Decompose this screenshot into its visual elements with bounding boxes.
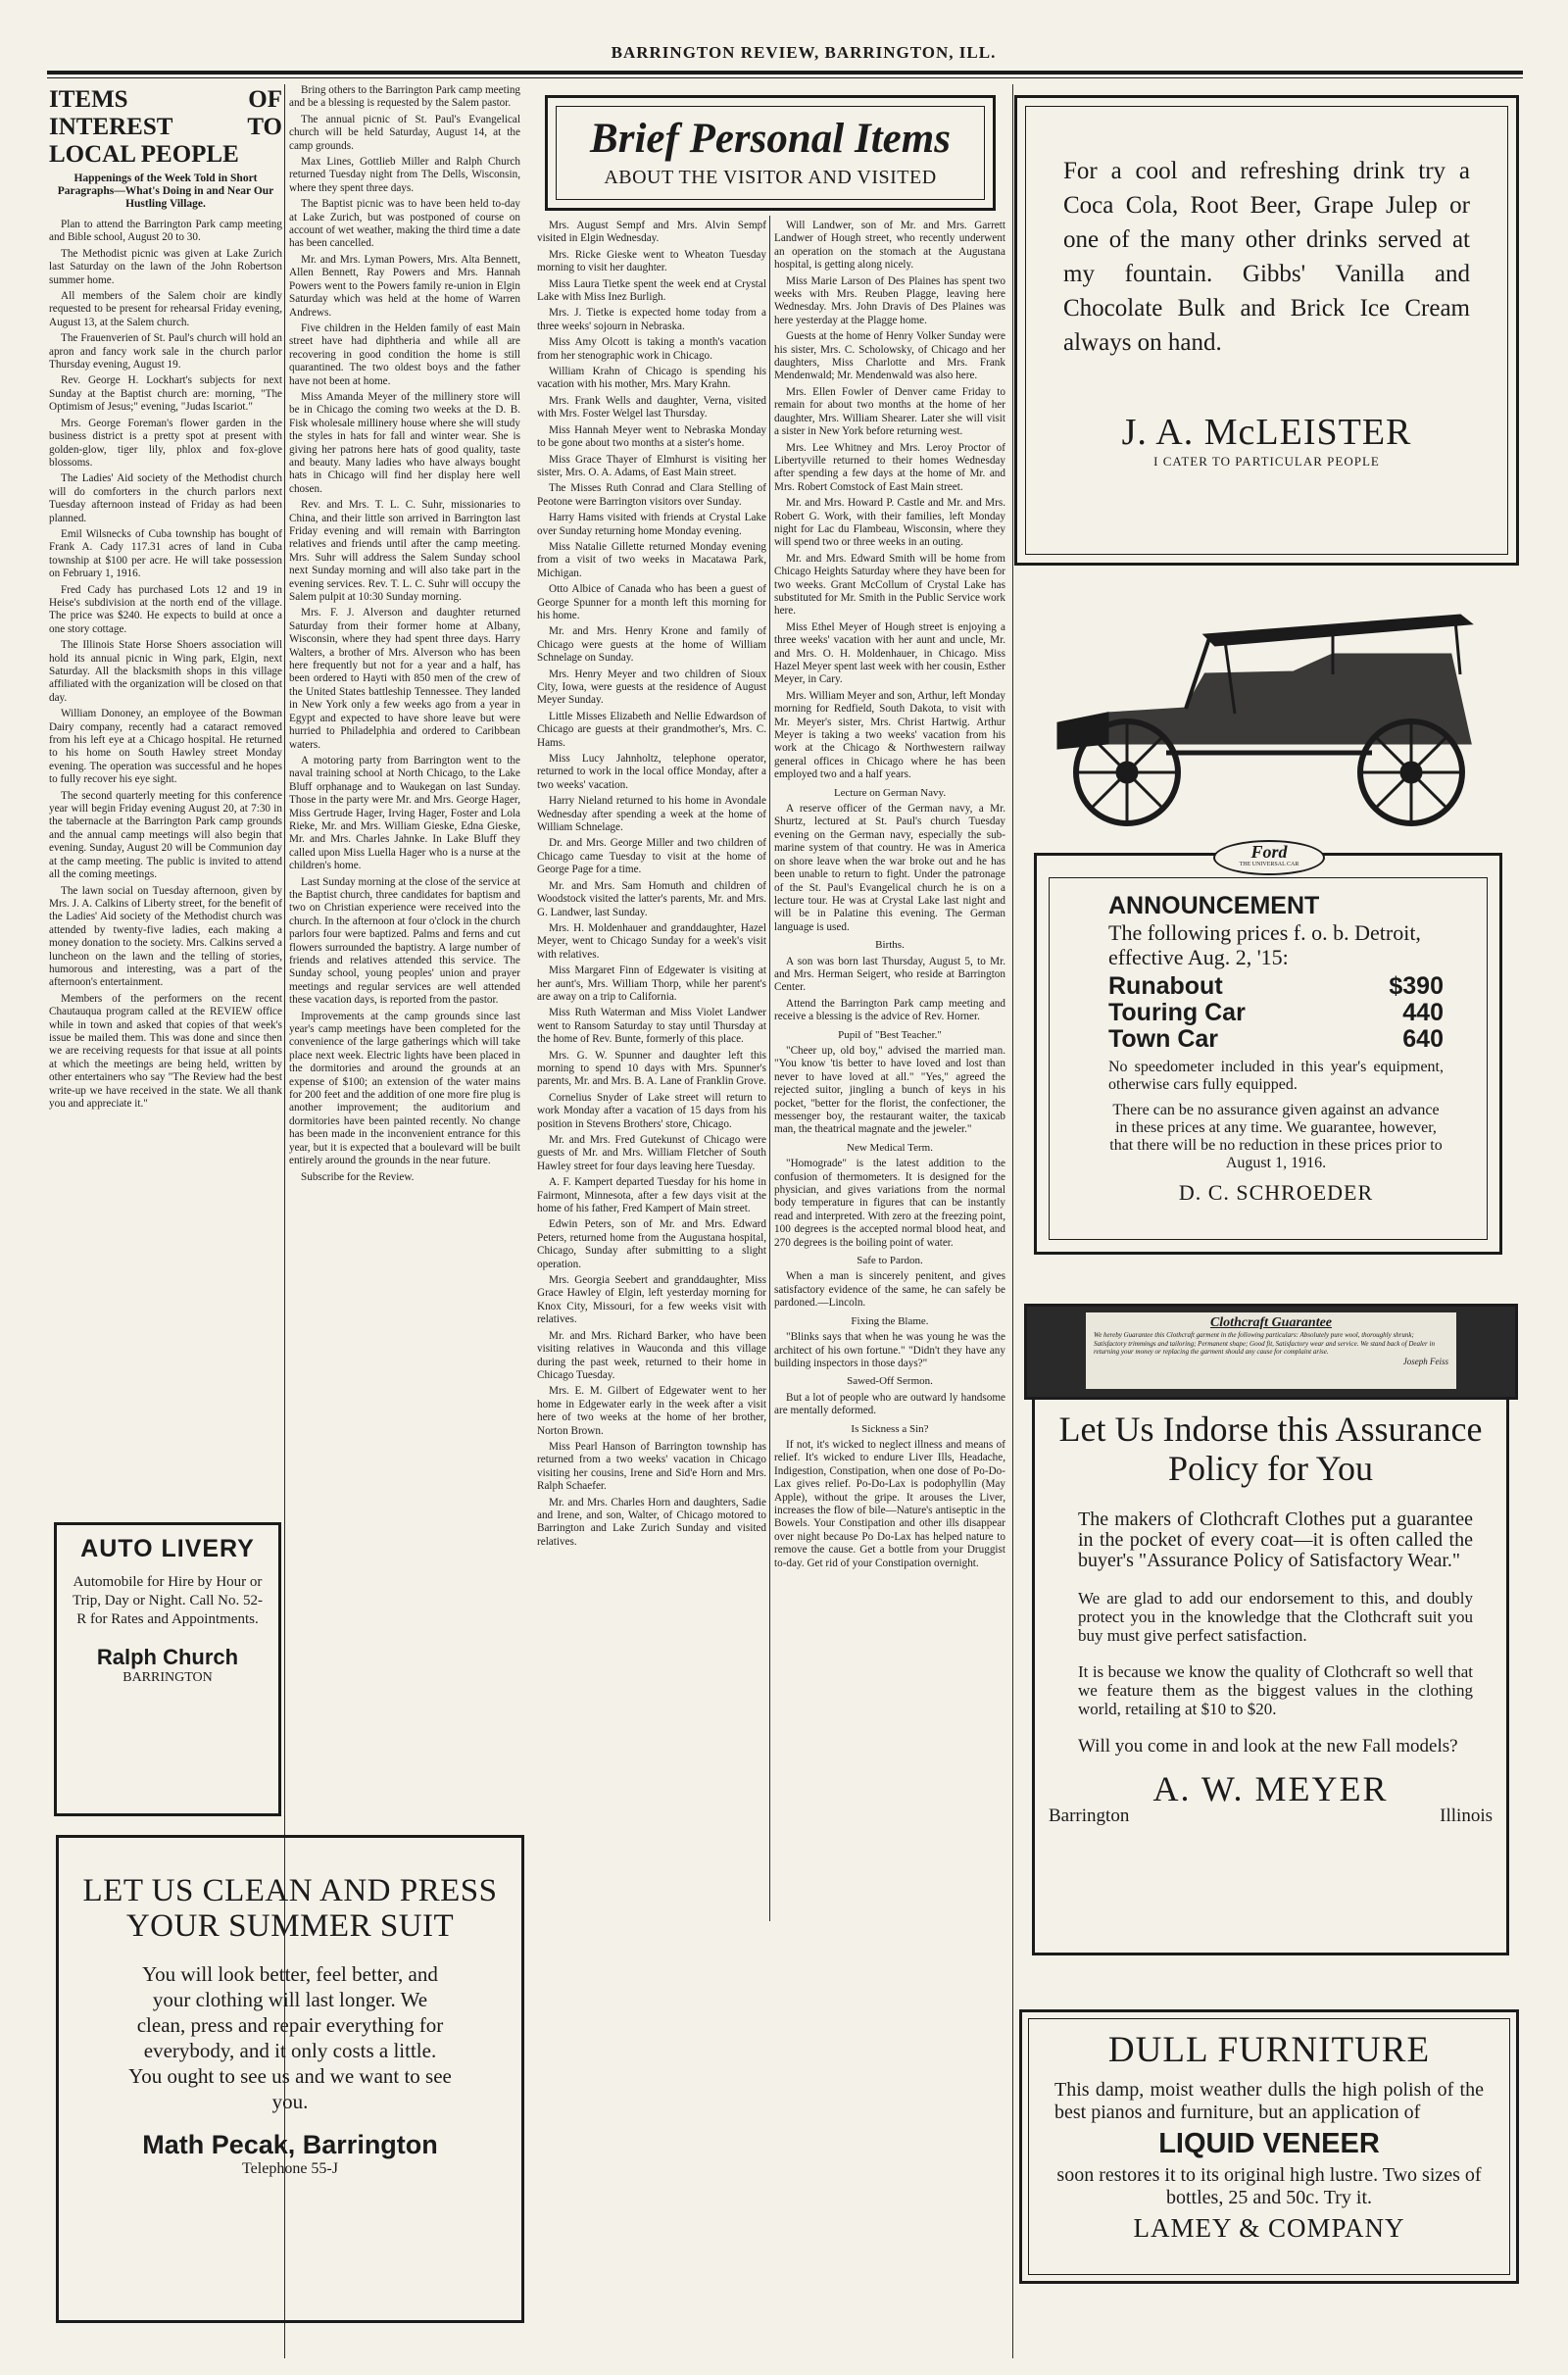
clothcraft-signature: Joseph Feiss bbox=[1402, 1356, 1448, 1366]
ford-announcement-ad bbox=[1034, 842, 1502, 1255]
news-item: Plan to attend the Barrington Park camp meeting and Bible school, August 20 to 30. bbox=[49, 219, 282, 244]
news-item: Five children in the Helden family of east Main street have had diphtheria and while all are recovering in good condition the home is still quarantined. The two oldest boys and the father have not been at home. bbox=[289, 322, 520, 387]
clothcraft-state: Illinois bbox=[1440, 1806, 1493, 1826]
masthead-rule bbox=[47, 71, 1523, 74]
clothcraft-guarantee-banner bbox=[1024, 1304, 1518, 1400]
local-items-list bbox=[49, 219, 282, 1111]
ford-title: ANNOUNCEMENT bbox=[1108, 892, 1320, 919]
clothcraft-p3: It is because we know the quality of Clothcraft so well that we feature them as the biggest values in the clothing world, retailing at $10 to $20. bbox=[1078, 1662, 1473, 1718]
local-items-subheading: Happenings of the Week Told in Short Paragraphs—What's Doing in and Near Our Hustling Village. bbox=[57, 173, 274, 210]
camp-text: Attend the Barrington Park camp meeting and receive a blessing is the advice of Rev. Horner. bbox=[774, 997, 1005, 1023]
ford-logo-sub: THE UNIVERSAL CAR bbox=[1239, 862, 1299, 867]
brief-items-subtitle: ABOUT THE VISITOR AND VISITED bbox=[604, 167, 937, 188]
ford-model-name: Touring Car bbox=[1108, 999, 1246, 1026]
news-item: The second quarterly meeting for this conference year will begin Friday evening August 20, at 7:30 in the tabernacle at the Barrington Park camp grounds and the annual camp meetings will also begin that evening. Sunday, August 20 will be Communion day at the camp meeting. The public is invited to attend all the coming meetings. bbox=[49, 789, 282, 881]
mcleister-tagline: I CATER TO PARTICULAR PEOPLE bbox=[1153, 454, 1380, 469]
furniture-body-two: soon restores it to its original high lustre. Two sizes of bottles, 25 and 50c. Try it. bbox=[1056, 2164, 1482, 2208]
ford-model-price: $390 bbox=[1389, 972, 1444, 1000]
news-item: Rev. George H. Lockhart's subjects for next Sunday at the Baptist church are: morning, "The Optimism of Jesus;" evening, "Judas Iscariot." bbox=[49, 374, 282, 414]
clean-press-body: You will look better, feel better, and your clothing will last longer. We clean, press and repair everything for everybody, and it only costs a little. You ought to see us and we want to see you. bbox=[128, 1962, 452, 2113]
ford-note-assurance: There can be no assurance given against an advance in these prices at any time. We guarantee, however, that there will be no reduction in these prices prior to August 1, 1916. bbox=[1109, 1102, 1443, 1171]
auto-livery-town: BARRINGTON bbox=[122, 1670, 213, 1685]
personal-items-column bbox=[537, 220, 766, 2356]
news-item: Max Lines, Gottlieb Miller and Ralph Church returned Tuesday night from The Dells, Wisconsin, where they spent three days. bbox=[289, 156, 520, 194]
news-item: The Ladies' Aid society of the Methodist church will do comforters in the church parlors next Tuesday afternoon instead of Friday as had been planned. bbox=[49, 472, 282, 524]
news-item: Harry Nieland returned to his home in Avondale Wednesday after spending a week at the home of William Schnelage. bbox=[537, 795, 766, 834]
personal-items-list-two bbox=[774, 220, 1005, 782]
pupil-text: "Cheer up, old boy," advised the married man. "You know 'tis better to have loved and lost than never to have loved at all." "Yes," agreed the rejected suitor, jingling a bunch of keys in his pocket, "better for the florist, the confectioner, the messenger boy, the restaurant waiter, the taxicab man, the theatrical magnate and the jeweler." bbox=[774, 1044, 1005, 1136]
furniture-dealer: LAMEY & COMPANY bbox=[1133, 2213, 1405, 2243]
local-items-heading: ITEMS OF INTEREST TO LOCAL PEOPLE bbox=[49, 86, 282, 168]
news-item: Miss Pearl Hanson of Barrington township has returned from a two weeks' vacation in Chicago visiting her cousins, Irene and Sid'e Horn and Mrs. Ralph Schaefer. bbox=[537, 1440, 766, 1493]
local-items-column bbox=[49, 86, 282, 1509]
auto-livery-body: Automobile for Hire by Hour or Trip, Day or Night. Call No. 52-R for Rates and Appointments. bbox=[72, 1574, 264, 1627]
ford-inner-frame bbox=[1049, 877, 1488, 1240]
ford-price-row bbox=[1108, 1000, 1444, 1026]
clothcraft-title: Let Us Indorse this Assurance Policy for You bbox=[1058, 1410, 1483, 1488]
news-item: The Illinois State Horse Shoers association will hold its annual picnic in Wing park, Elgin, next Saturday. All the blacksmith shops in this village affiliated with the organization will be closed on that day. bbox=[49, 639, 282, 704]
blame-heading: Fixing the Blame. bbox=[851, 1314, 929, 1327]
news-item: Mr. and Mrs. Henry Krone and family of Chicago were guests at the home of William Schnelage on Sunday. bbox=[537, 625, 766, 665]
ford-intro: The following prices f. o. b. Detroit, effective Aug. 2, '15: bbox=[1108, 920, 1421, 969]
ford-touring-car-illustration bbox=[1039, 576, 1499, 841]
news-item: Mr. and Mrs. Charles Horn and daughters, Sadie and Irene, and son, Walter, of Chicago motored to Barrington and Lake Zurich Sunday and visited relatives. bbox=[537, 1496, 766, 1548]
news-item: Mrs. F. J. Alverson and daughter returned Saturday from their former home at Albany, Wisconsin, where they had spent three days. Harry Walters, a brother of Mrs. Alverson who has been here frequently but not for a year and a half, has been ordered to Hayti with 850 men of the crew of the United States battleship Tennessee. They landed in New York only a few weeks ago from a year in Egypt and expected to have shore leave but were hurried to Philadelphia and ordered to Caribbean waters. bbox=[289, 607, 520, 751]
medical-term-heading: New Medical Term. bbox=[847, 1141, 933, 1154]
news-item: Otto Albice of Canada who has been a guest of George Spunner for a month left this morning for his home. bbox=[537, 583, 766, 621]
clothcraft-p4: Will you come in and look at the new Fall models? bbox=[1078, 1736, 1458, 1757]
brief-items-title: Brief Personal Items bbox=[590, 116, 951, 162]
car-body bbox=[1058, 616, 1470, 748]
medical-term-text: "Homograde" is the latest addition to the confusion of thermometers. It is designed for the physician, and gives variations from the normal body temperature in figures that can be instantly read and interpreted. With zero at the freezing point, 100 degrees is the accepted normal blood heat, and 270 degrees is the boiling point of water. bbox=[774, 1158, 1005, 1249]
ford-price-row bbox=[1108, 973, 1444, 1000]
news-item: Mr. and Mrs. Lyman Powers, Mrs. Alta Bennett, Allen Bennett, Ray Powers and Mrs. Hannah Powers went to the Powers family re-union in Elgin Saturday which was held at the home of Warren Andrews. bbox=[289, 253, 520, 319]
column-divider bbox=[1012, 84, 1013, 2358]
news-item: Miss Amy Olcott is taking a month's vacation from her stenographic work in Chicago. bbox=[537, 336, 766, 362]
furniture-inner-frame bbox=[1028, 2018, 1510, 2275]
news-item: A motoring party from Barrington went to the naval training school at North Chicago, to the Lake Bluff orphanage and to Waukegan on last Sunday. Those in the party were Mr. and Mrs. George Hager, Miss Gertrude Hager, Irving Hager, Foster and Lola Rieke, Mr. and Mrs. William Gieske, Edna Gieske, Mr. and Mrs. Charles Jahnke. In Lake Bluff they called upon Miss Luella Hager who is a nurse at the children's home. bbox=[289, 754, 520, 872]
mcleister-body: For a cool and refreshing drink try a Coca Cola, Root Beer, Grape Julep or one of the many other drinks served at my fountain. Gibbs' Vanilla and Chocolate Bulk and Brick Ice Cream always on hand. bbox=[1063, 158, 1470, 356]
births-text: A son was born last Thursday, August 5, to Mr. and Mrs. Herman Seigert, who reside at Barrington Center. bbox=[774, 955, 1005, 994]
clean-press-phone: Telephone 55-J bbox=[242, 2160, 338, 2177]
clothcraft-guarantee-title: Clothcraft Guarantee bbox=[1209, 1315, 1333, 1330]
news-item: Will Landwer, son of Mr. and Mrs. Garrett Landwer of Hough street, who recently underwent an operation on the stomach at the Augustana hospital, is getting along nicely. bbox=[774, 220, 1005, 272]
news-item: The lawn social on Tuesday afternoon, given by Mrs. J. A. Calkins of Liberty street, for the benefit of the Ladies' Aid society of the Methodist church was attended by twenty-five ladies, each making a money donation to the society. Mrs. Calkins served a luncheon on the lawn and the telling of stories, humorous and interesting, was a part of the afternoon's entertainment. bbox=[49, 884, 282, 989]
news-item: Miss Marie Larson of Des Plaines has spent two weeks with Mrs. Reuben Plagge, leaving here Wednesday. Mrs. John Dravis of Des Plaines was here yesterday at the Plagge home. bbox=[774, 274, 1005, 326]
clothcraft-guarantee-card bbox=[1086, 1312, 1456, 1389]
sickness-text: If not, it's wicked to neglect illness and means of relief. It's wicked to endure Liver Ills, Headache, Indigestion, Constipation, when one dose of Po-Do-Lax gives relief. Po-Do-Lax is podophyllin (May Apple), without the gripe. It arouses the Liver, increases the flow of bile—Nature's antiseptic in the Bowels. Your Constipation and other ills disappear over night because Po Do-Lax has helped nature to remove the cause. Get a bottle from your Druggist to-day. Get rid of your Constipation overnight. bbox=[774, 1438, 1005, 1569]
clean-press-ad bbox=[56, 1835, 524, 2323]
news-item: Mrs. E. M. Gilbert of Edgewater went to her home in Edgewater early in the week after a visit here of two weeks at the home of her brother, Norton Brown. bbox=[537, 1385, 766, 1437]
brief-items-header bbox=[545, 95, 996, 211]
news-item: Miss Lucy Jahnholtz, telephone operator, returned to work in the local office Monday, after a two weeks' vacation. bbox=[537, 753, 766, 791]
news-item: Mrs. Ellen Fowler of Denver came Friday to remain for about two months at the home of her daughter, Mrs. William Shearer. Later she will visit a sister in New York before returning west. bbox=[774, 385, 1005, 438]
news-item: Fred Cady has purchased Lots 12 and 19 in Heise's subdivision at the north end of the village. The price was $240. He expects to build at once a one story cottage. bbox=[49, 583, 282, 635]
news-item: Mrs. Frank Wells and daughter, Verna, visited with Mrs. Foster Welgel last Thursday. bbox=[537, 394, 766, 421]
column-two bbox=[289, 84, 520, 1819]
news-item: Last Sunday morning at the close of the service at the Baptist church, three candidates for baptism and two on Christian experience were received into the church. In the afternoon at four o'clock in the church parlors four were baptized. Palms and ferns and cut flowers surrounded the baptistry. A large number of friends and relatives attended this service. The Sunday school, young peoples' union and prayer meetings and regular services are well attended these vacation days, is reported from the pastor. bbox=[289, 875, 520, 1007]
news-item: Miss Grace Thayer of Elmhurst is visiting her sister, Mrs. O. A. Adams, of East Main street. bbox=[537, 453, 766, 478]
clothcraft-town: Barrington bbox=[1049, 1806, 1130, 1826]
births-heading: Births. bbox=[875, 939, 905, 952]
pupil-heading: Pupil of "Best Teacher." bbox=[838, 1028, 942, 1041]
pardon-heading: Safe to Pardon. bbox=[857, 1255, 923, 1267]
news-item: Mr. and Mrs. Richard Barker, who have been visiting relatives in Wauconda and this village during the past week, returned to their home in Chicago Tuesday. bbox=[537, 1329, 766, 1381]
ford-model-name: Town Car bbox=[1108, 1025, 1219, 1053]
news-item: Little Misses Elizabeth and Nellie Edwardson of Chicago are guests at their grandmother's, Mrs. C. Hams. bbox=[537, 710, 766, 749]
rear-wheel bbox=[1360, 721, 1462, 823]
furniture-title: DULL FURNITURE bbox=[1107, 2030, 1431, 2070]
news-item: Guests at the home of Henry Volker Sunday were his sister, Mrs. C. Scholowsky, of Chicago and her daughters, Miss Charlotte and Mrs. Frank Mendenwald; Mr. Mendenwald was also here. bbox=[774, 330, 1005, 382]
news-item: Mrs. J. Tietke is expected home today from a three weeks' sojourn in Nebraska. bbox=[537, 307, 766, 332]
news-item: Mr. and Mrs. Fred Gutekunst of Chicago were guests of Mr. and Mrs. William Fletcher of South Hawley street for four days leaving here Tuesday. bbox=[537, 1134, 766, 1172]
news-item: Mrs. H. Moldenhauer and granddaughter, Hazel Meyer, went to Chicago Sunday for a week's visit with relatives. bbox=[537, 921, 766, 961]
mcleister-inner-frame bbox=[1025, 106, 1508, 555]
ford-dealer: D. C. SCHROEDER bbox=[1178, 1180, 1374, 1205]
news-item: Miss Amanda Meyer of the millinery store will be in Chicago the coming two weeks at the D. B. Fisk wholesale millinery house where she will study the styles in hats for fall and winter wear. She is giving her patrons here hats of good quality, taste and beauty. Many ladies who have always bought hats in Chicago will find her display here well chosen. bbox=[289, 390, 520, 495]
lecture-heading: Lecture on German Navy. bbox=[833, 786, 947, 799]
sickness-heading: Is Sickness a Sin? bbox=[851, 1422, 929, 1435]
news-item: Mrs. George Foreman's flower garden in the business district is a pretty spot at present with golden-glow, tiger lily, phlox and fox-glove blossoms. bbox=[49, 417, 282, 469]
ford-model-name: Runabout bbox=[1108, 972, 1223, 1000]
ford-price-row bbox=[1108, 1026, 1444, 1053]
news-item: A. F. Kampert departed Tuesday for his home in Fairmont, Minnesota, after a few days visit at the home of his father, Fred Kampert of Main street. bbox=[537, 1176, 766, 1215]
furniture-body: This damp, moist weather dulls the high polish of the best pianos and furniture, but an application of bbox=[1054, 2079, 1484, 2123]
news-item: Mrs. William Meyer and son, Arthur, left Monday morning for Redfield, South Dakota, to visit with Mr. Meyer's sister, Mrs. Christ Hartwig. Arthur Meyer is taking a two weeks' vacation from his work at the Chicago & Northwestern railway general offices in Chicago where he has been employed two and a half years. bbox=[774, 689, 1005, 781]
news-item: Mrs. Ricke Gieske went to Wheaton Tuesday morning to visit her daughter. bbox=[537, 248, 766, 274]
sermon-heading: Sawed-Off Sermon. bbox=[847, 1375, 933, 1388]
ford-logo-text: Ford bbox=[1250, 842, 1288, 862]
news-item: William Krahn of Chicago is spending his vacation with his mother, Mrs. Mary Krahn. bbox=[537, 366, 766, 391]
clothcraft-p1: The makers of Clothcraft Clothes put a guarantee in the pocket of every coat—it is often called the buyer's "Assurance Policy of Satisfactory Wear." bbox=[1078, 1509, 1473, 1571]
front-wheel bbox=[1076, 721, 1178, 823]
news-item: Miss Hannah Meyer went to Nebraska Monday to be gone about two months at a sister's home. bbox=[537, 423, 766, 450]
news-item: Miss Ethel Meyer of Hough street is enjoying a three weeks' vacation with her aunt and uncle, Mr. and Mrs. O. H. Moldenhauer, in Chicago. Miss Hazel Meyer spent last week with her cousin, Esther Meyer, in Cary. bbox=[774, 620, 1005, 686]
blame-text: "Blinks says that when he was young he was the architect of his own fortune." "Didn't they have any building inspectors in those days?" bbox=[774, 1331, 1005, 1369]
news-item: Mrs. Lee Whitney and Mrs. Leroy Proctor of Libertyville returned to their homes Wednesday after spending a few days at the home of Mr. and Mrs. Robert Comstock of East Main street. bbox=[774, 441, 1005, 493]
news-item: William Dononey, an employee of the Bowman Dairy company, recently had a cataract removed from his left eye at a Chicago hospital. He returned to his home on South Hawley street Monday evening. The operation was successful and he hopes to fully recover his eye sight. bbox=[49, 708, 282, 786]
masthead: BARRINGTON REVIEW, BARRINGTON, ILL. bbox=[611, 43, 997, 62]
news-item: Mrs. Henry Meyer and two children of Sioux City, Iowa, were guests at the residence of August Meyer Sunday. bbox=[537, 668, 766, 707]
news-item: Mr. and Mrs. Edward Smith will be home from Chicago Heights Saturday where they have been for two weeks. Grant McCollum of Crystal Lake has substituted for Mr. Smith in the Public Service work here. bbox=[774, 552, 1005, 618]
auto-livery-name: Ralph Church bbox=[96, 1645, 239, 1669]
news-item: Mrs. Georgia Seebert and granddaughter, Miss Grace Hawley of Elgin, left yesterday morning for Knox City, Missouri, for a few weeks visit with relatives. bbox=[537, 1274, 766, 1326]
pardon-text: When a man is sincerely penitent, and gives satisfactory evidence of the same, he can safely be pardoned.—Lincoln. bbox=[774, 1270, 1005, 1310]
news-item: Improvements at the camp grounds since last year's camp meetings have been completed for the convenience of the large gatherings which will take place next week. Electric lights have been placed in the dormitories and around the grounds at an expense of $100; an extension of the water mains for 200 feet and the addition of one more fire plug is another improvement; the auditorium and dormitories have been painted recently. No change has been made in the inconvenient entrance for this year, but it is expected that a boulevard will be built entirely around the grounds in the near future. bbox=[289, 1010, 520, 1167]
brief-items-inner-frame bbox=[556, 106, 985, 200]
news-item: Miss Natalie Gillette returned Monday evening from a visit of two weeks in Macatawa Park, Michigan. bbox=[537, 540, 766, 579]
news-item: The annual picnic of St. Paul's Evangelical church will be held Saturday, August 14, at the camp grounds. bbox=[289, 113, 520, 152]
news-item: Edwin Peters, son of Mr. and Mrs. Edward Peters, returned home from the Augustana hospital, Chicago, Sunday after submitting to a slight operation. bbox=[537, 1218, 766, 1270]
news-item: Miss Ruth Waterman and Miss Violet Landwer went to Ransom Saturday to stay until Thursday at the home of Rev. Bunte, formerly of this place. bbox=[537, 1007, 766, 1046]
masthead-rule-thin bbox=[47, 77, 1523, 78]
news-item: The Misses Ruth Conrad and Clara Stelling of Peotone were Barrington visitors over Sunday. bbox=[537, 482, 766, 508]
clothcraft-guarantee-body: We hereby Guarantee this Clothcraft garment in the following particulars: Absolutely pure wool, thoroughly shrunk; Satisfactory trimmings and tailoring; Permanent shape; Good fit, Satisfactory wear and service. We stand back of Dealer in returning your money or replacing the garment should any cause for complaint arise. bbox=[1094, 1331, 1435, 1356]
news-item: Mrs. August Sempf and Mrs. Alvin Sempf visited in Elgin Wednesday. bbox=[537, 220, 766, 245]
personal-items-list bbox=[537, 220, 766, 1549]
news-item: Cornelius Snyder of Lake street will return to work Monday after a vacation of 15 days from his position in Stevens Brothers' store, Chicago. bbox=[537, 1091, 766, 1130]
auto-livery-title: AUTO LIVERY bbox=[80, 1535, 255, 1562]
furniture-ad bbox=[1019, 2009, 1519, 2284]
news-item: Miss Margaret Finn of Edgewater is visiting at her aunt's, Mrs. William Thorp, while her parent's are away on a trip to California. bbox=[537, 965, 766, 1003]
news-item: The Frauenverien of St. Paul's church will hold an apron and fancy work sale in the church parlor Thursday evening, August 19. bbox=[49, 332, 282, 371]
news-item: The Methodist picnic was given at Lake Zurich last Saturday on the lawn of the John Robertson summer home. bbox=[49, 247, 282, 286]
column-two-list bbox=[289, 84, 520, 1184]
news-item: Subscribe for the Review. bbox=[301, 1170, 415, 1183]
clothcraft-ad bbox=[1032, 1397, 1509, 1955]
news-item: Rev. and Mrs. T. L. C. Suhr, missionaries to China, and their little son arrived in Barrington last Friday evening and will remain with Barrington relatives and friends until after the camp meeting. Mrs. Suhr will address the Salem Sunday school next Sunday morning and will also take part in the evening services. Rev. T. L. C. Suhr will occupy the Salem pulpit at 10:30 Sunday morning. bbox=[289, 499, 520, 604]
news-item: Harry Hams visited with friends at Crystal Lake over Sunday returning home Monday evening. bbox=[537, 512, 766, 537]
ford-model-price: 640 bbox=[1402, 1025, 1444, 1053]
news-item: Mr. and Mrs. Sam Homuth and children of Woodstock visited the latter's parents, Mr. and Mrs. G. Landwer, last Sunday. bbox=[537, 879, 766, 918]
auto-livery-ad bbox=[54, 1522, 281, 1816]
clothcraft-dealer: A. W. MEYER bbox=[1152, 1769, 1389, 1808]
news-item: Miss Laura Tietke spent the week end at Crystal Lake with Miss Inez Burligh. bbox=[537, 277, 766, 304]
news-item: Emil Wilsnecks of Cuba township has bought of Frank A. Cady 117.31 acres of land in Cuba township at $100 per acre. He will take possession on February 1, 1916. bbox=[49, 527, 282, 580]
news-item: All members of the Salem choir are kindly requested to be present for rehearsal Friday evening, August 13, at the Salem church. bbox=[49, 290, 282, 328]
news-item: Dr. and Mrs. George Miller and two children of Chicago came Tuesday to visit at the home of George Page for a time. bbox=[537, 837, 766, 876]
mcleister-name: J. A. McLEISTER bbox=[1121, 412, 1412, 453]
news-item: The Baptist picnic was to have been held to-day at Lake Zurich, but was postponed of course on account of wet weather, making the third time a date has been cancelled. bbox=[289, 198, 520, 250]
news-item: Mr. and Mrs. Howard P. Castle and Mr. and Mrs. Robert G. Work, with their families, left Monday night for Lac du Flambeau, Wisconsin, where they will spend two or three weeks in an outing. bbox=[774, 497, 1005, 549]
clothcraft-p2: We are glad to add our endorsement to this, and doubly protect you in the knowledge that the Clothcraft suit you buy must give perfect satisfaction. bbox=[1078, 1589, 1473, 1645]
mcleister-ad bbox=[1014, 95, 1519, 566]
lecture-text: A reserve officer of the German navy, a Mr. Shurtz, lectured at St. Paul's church Tuesday evening on the German navy, especially the sub-marine system of that country. He was in America on shore leave when the war broke out and he has been unable to return to fight. Under the patronage of the St. Paul's Evangelical church he is on a lecture tour. He was at Crystal Lake last night and will be in Palatine this evening. The German language is used. bbox=[774, 803, 1005, 933]
clean-press-title: LET US CLEAN AND PRESS YOUR SUMMER SUIT bbox=[82, 1873, 498, 1944]
news-item: Mrs. G. W. Spunner and daughter left this morning to spend 10 days with Mrs. Spunner's parents, Mr. and Mrs. B. A. Lane of Franklin Grove. bbox=[537, 1049, 766, 1088]
ford-note-equipment: No speedometer included in this year's equipment, otherwise cars fully equipped. bbox=[1108, 1059, 1444, 1093]
news-item: Bring others to the Barrington Park camp meeting and be a blessing is requested by the Salem pastor. bbox=[289, 84, 520, 110]
sermon-text: But a lot of people who are outward ly handsome are mentally deformed. bbox=[774, 1391, 1005, 1417]
ford-logo bbox=[1213, 840, 1325, 875]
personal-items-column-two bbox=[774, 220, 1005, 2356]
ford-model-price: 440 bbox=[1402, 999, 1444, 1026]
ford-price-list bbox=[1108, 973, 1444, 1053]
news-item: Members of the performers on the recent Chautauqua program called at the REVIEW office while in town and asked that copies of that week's issue be mailed them. This was done and since then we are receiving requests for that issue at all points at which the meetings are being held, written by other entertainers who say "The Review had the best write-up we have received in the state. We all thank you and appreciate it." bbox=[49, 992, 282, 1110]
furniture-product: LIQUID VENEER bbox=[1158, 2128, 1380, 2159]
column-divider bbox=[769, 216, 770, 1921]
clean-press-name: Math Pecak, Barrington bbox=[142, 2130, 438, 2159]
